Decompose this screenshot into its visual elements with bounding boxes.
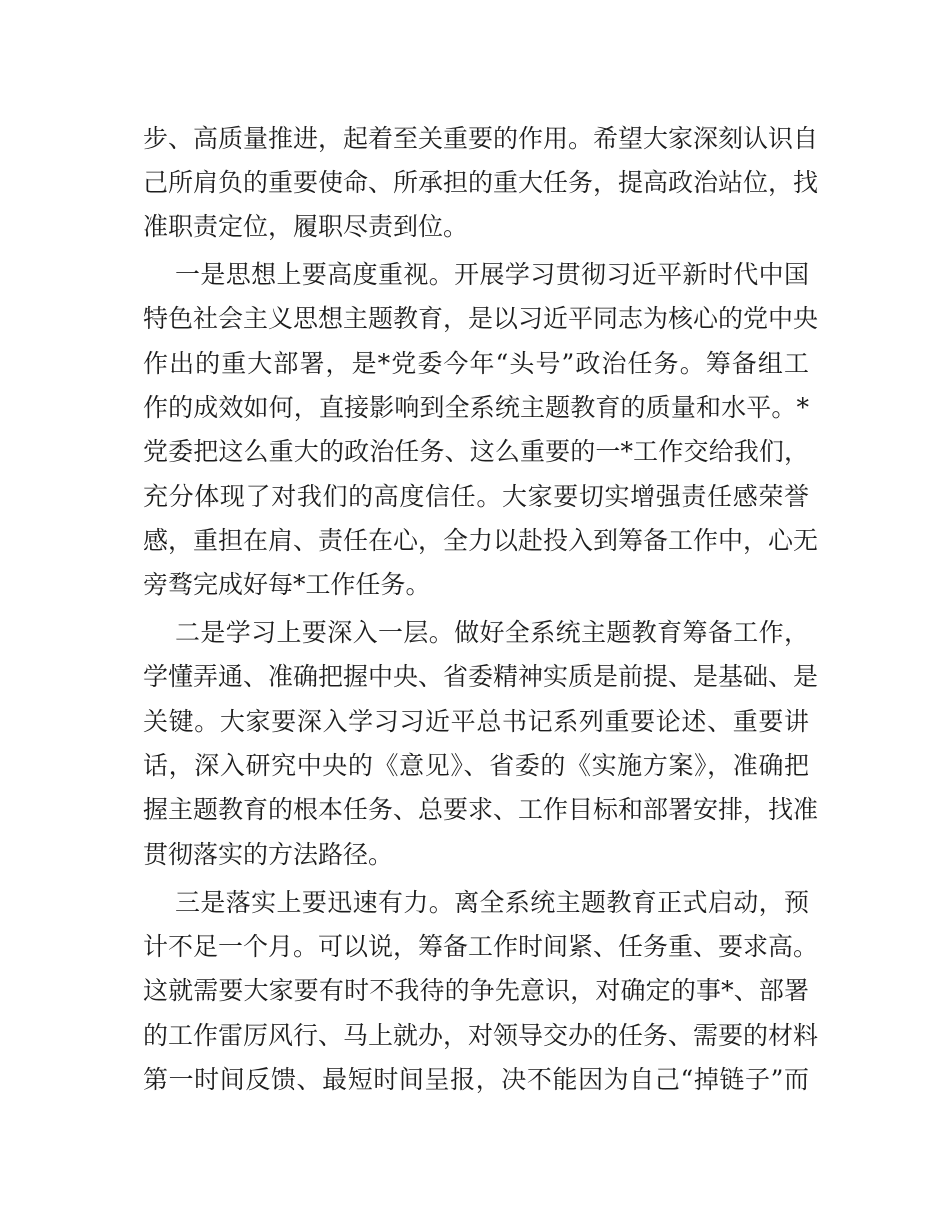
text-line-content: 这就需要大家要有时不我待的争先意识，对确定的事*、部署 — [143, 976, 809, 1005]
text-line — [0, 202, 950, 252]
text-line-content: 二是学习上要深入一层。做好全系统主题教育筹备工作， — [175, 618, 809, 647]
text-line — [0, 608, 950, 658]
text-line — [0, 1055, 950, 1105]
text-line-content: 学懂弄通、准确把握中央、省委精神实质是前提、是基础、是 — [143, 662, 819, 691]
text-line — [0, 741, 950, 791]
text-line-content: 关键。大家要深入学习习近平总书记系列重要论述、重要讲 — [143, 707, 809, 736]
text-line — [0, 966, 950, 1016]
text-line — [0, 294, 950, 344]
text-line — [0, 158, 950, 208]
text-line-content: 作的成效如何，直接影响到全系统主题教育的质量和水平。* — [143, 393, 809, 422]
text-line-content: 一是思想上要高度重视。开展学习贯彻习近平新时代中国 — [175, 260, 809, 289]
text-line — [0, 472, 950, 522]
text-line-content: 步、高质量推进，起着至关重要的作用。希望大家深刻认识自 — [143, 124, 819, 153]
text-line-content: 己所肩负的重要使命、所承担的重大任务，提高政治站位，找 — [143, 168, 819, 197]
text-line — [0, 878, 950, 928]
text-line-content: 第一时间反馈、最短时间呈报，决不能因为自己“掉链子”而 — [143, 1065, 809, 1094]
text-line — [0, 427, 950, 477]
text-line — [0, 383, 950, 433]
text-line — [0, 652, 950, 702]
text-line-content: 特色社会主义思想主题教育，是以习近平同志为核心的党中央 — [143, 304, 819, 333]
text-line-content: 计不足一个月。可以说，筹备工作时间紧、任务重、要求高。 — [143, 932, 819, 961]
text-line-content: 话，深入研究中央的《意见》、省委的《实施方案》，准确把 — [143, 751, 809, 780]
text-line — [0, 516, 950, 566]
text-line-content: 作出的重大部署，是*党委今年“头号”政治任务。筹备组工 — [143, 349, 809, 378]
text-line — [0, 250, 950, 300]
text-line — [0, 1011, 950, 1061]
text-line-content: 的工作雷厉风行、马上就办，对领导交办的任务、需要的材料 — [143, 1021, 819, 1050]
text-line-content: 贯彻落实的方法路径。 — [143, 840, 394, 869]
text-line-content: 握主题教育的根本任务、总要求、工作目标和部署安排，找准 — [143, 795, 819, 824]
text-line — [0, 697, 950, 747]
text-line-content: 感，重担在肩、责任在心，全力以赴投入到筹备工作中，心无 — [143, 526, 819, 555]
text-line-content: 准职责定位，履职尽责到位。 — [143, 212, 469, 241]
text-line — [0, 922, 950, 972]
text-line — [0, 830, 950, 880]
text-line — [0, 339, 950, 389]
text-line-content: 旁骛完成好每*工作任务。 — [143, 570, 431, 599]
text-line-content: 党委把这么重大的政治任务、这么重要的一*工作交给我们， — [143, 437, 809, 466]
text-line — [0, 560, 950, 610]
text-line — [0, 114, 950, 164]
text-line-content: 充分体现了对我们的高度信任。大家要切实增强责任感荣誉 — [143, 482, 809, 511]
text-line-content: 三是落实上要迅速有力。离全系统主题教育正式启动，预 — [175, 888, 809, 917]
text-line — [0, 785, 950, 835]
